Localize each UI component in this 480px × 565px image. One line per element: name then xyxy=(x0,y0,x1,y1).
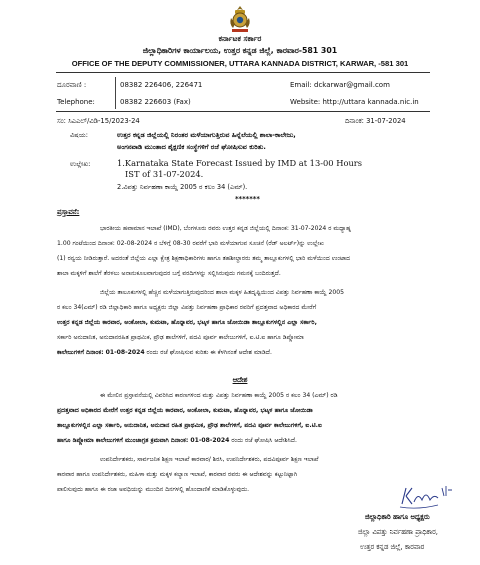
order-holiday-date-text: ಹಾಗೂ ಡಿಪ್ಲೋಮಾ ಕಾಲೇಜುಗಳಿಗೆ ಮುಂಜಾಗ್ರತ ಕ್ರಮವಾಗಿ ದಿನಾಂಕ: 01-08-2024 xyxy=(57,437,230,444)
email-address[interactable]: Email: dckarwar@gmail.com xyxy=(290,81,390,89)
subject-line-2: ಅಂಗನವಾಡಿ ಮುಂತಾದ ಶೈಕ್ಷಣಿಕ ಸಂಸ್ಥೆಗಳಿಗೆ ರಜೆ ಘೋಷಿಸುವ ಕುರಿತು. xyxy=(117,143,266,151)
reference-item-1-line-1: 1.Karnataka State Forecast Issued by IMD at 13-00 Hours xyxy=(117,158,363,168)
order-p1-line-3: ತಾಲ್ಲೂಕುಗಳಲ್ಲಿನ ಎಲ್ಲಾ ಸರ್ಕಾರಿ, ಅನುದಾನಿತ, ಅನುದಾನ ರಹಿತ ಪ್ರಾಥಮಿಕ, ಪ್ರೌಢ ಶಾಲೆಗಳಿಗೆ, ಪದವಿ ಪೂರ್ವ ಕಾಲೇಜುಗಳಿಗೆ, ಐ.ಟಿ.ಐ xyxy=(57,422,322,429)
reference-item-2: 2.ವಿಪತ್ತು ನಿರ್ವಹಣಾ ಕಾಯ್ದೆ 2005 ರ ಕಲಂ 34 (ಎಮ್). xyxy=(117,183,248,191)
website-address[interactable]: Website: http://uttara kannada.nic.in xyxy=(290,98,419,106)
subject-line-1: ಉತ್ತರ ಕನ್ನಡ ಜಿಲ್ಲೆಯಲ್ಲಿ ನಿರಂತರ ಮಳೆಯಾಗುತ್ತಿರುವ ಹಿನ್ನೆಲೆಯಲ್ಲಿ ಶಾಲಾ-ಕಾಲೇಜು, xyxy=(117,131,296,139)
preamble-p2-line-2: ರ ಕಲಂ 34(ಎಮ್) ರಡಿ ಜಿಲ್ಲಾಧಿಕಾರಿ ಹಾಗೂ ಅಧ್ಯಕ್ಷರು ಜಿಲ್ಲಾ ವಿಪತ್ತು ನಿರ್ವಹಣಾ ಪ್ರಾಧಿಕಾರ ರವರಿಗೆ ಪ್ರದತ್ತವಾದ ಅಧಿಕಾರದ ಮೇರೆಗೆ xyxy=(57,304,317,311)
separator-stars: ******* xyxy=(235,195,260,203)
office-name-english: OFFICE OF THE DEPUTY COMMISSIONER, UTTARA KANNADA DISTRICT, KARWAR, -581 301 xyxy=(71,59,409,68)
preamble-p1-line-1: ಭಾರತೀಯ ಹವಾಮಾನ ಇಲಾಖೆ (IMD), ಬೆಂಗಳೂರು ರವರು ಉತ್ತರ ಕನ್ನಡ ಜಿಲ್ಲೆಯಲ್ಲಿ ದಿನಾಂಕ: 31-07-2024 ರ ಮಧ್ಯಾಹ್ನ xyxy=(100,225,352,232)
header-divider-top xyxy=(56,72,430,73)
reference-number: ಸಂ: ಸಿಎಎಲ್/ವಿಡಿ-15/2023-24 xyxy=(57,117,140,125)
reference-item-1-line-2: IST of 31-07-2024. xyxy=(125,169,204,179)
phone-label-kannada: ದೂರವಾಣಿ : xyxy=(57,81,87,89)
phone-bracket xyxy=(115,77,116,109)
order-p2-line-1: ಉಪನಿರ್ದೇಶಕರು, ಸಾರ್ವಜನಿಕ ಶಿಕ್ಷಣ ಇಲಾಖೆ ಕಾರವಾರ/ ಶಿರಸಿ, ಉಪನಿರ್ದೇಶಕರು, ಪದವಿಪೂರ್ವ ಶಿಕ್ಷಣ ಇಲಾಖೆ xyxy=(100,456,319,463)
karnataka-emblem-icon xyxy=(226,4,254,34)
order-p2-line-2: ಕಾರವಾರ ಹಾಗೂ ಉಪನಿರ್ದೇಶಕರು, ಮಹಿಳಾ ಮತ್ತು ಮಕ್ಕಳ ಕಲ್ಯಾಣ ಇಲಾಖೆ, ಕಾರವಾರ ರವರು ಈ ಆದೇಶವನ್ನು ಕಟ್ಟುನಿಟ್ಟಾಗಿ xyxy=(57,471,298,478)
signatory-title: ಜಿಲ್ಲಾಧಿಕಾರಿ ಹಾಗೂ ಅಧ್ಯಕ್ಷರು xyxy=(365,513,430,521)
phone-numbers: 08382 226406, 226471 xyxy=(120,81,203,89)
preamble-p1-line-3: (1) ರನ್ವಯ ನೀಡಿರುತ್ತಾರೆ. ಅದರಂತೆ ಜಿಲ್ಲೆಯ ಎಲ್ಲಾ ಕ್ಷೇತ್ರ ಶಿಕ್ಷಣಾಧಿಕಾರಿಗಳು ಹಾಗೂ ತಹಶೀಲ್ದಾರರು ತಮ್ಮ ತಾಲ್ಲೂಕುಗಳಲ್ಲಿ ಭಾರಿ ಮಳೆಯಿಂದ ಉಂಟಾದ xyxy=(57,255,351,262)
signatory-authority: ಜಿಲ್ಲಾ ವಿಪತ್ತು ನಿರ್ವಹಣಾ ಪ್ರಾಧಿಕಾರ, xyxy=(358,528,438,536)
phone-label-english: Telephone: xyxy=(57,98,95,106)
order-p1-line-4-rest: ರಂದು ರಜೆ ಘೋಷಿಸಿ ಆದೇಶಿಸಿದೆ. xyxy=(229,437,297,444)
preamble-p2-line-3: ಉತ್ತರ ಕನ್ನಡ ಜಿಲ್ಲೆಯ ಕಾರವಾರ, ಅಂಕೋಲಾ, ಕುಮಟಾ, ಹೊನ್ನಾವರ, ಭಟ್ಕಳ ಹಾಗೂ ಜೋಯಿಡಾ ತಾಲ್ಲೂಕುಗಳಲ್ಲಿನ ಎಲ್ಲಾ ಸರ್ಕಾರಿ, xyxy=(57,319,317,326)
references-label: ಉಲ್ಲೇಖ: xyxy=(70,160,91,168)
order-p1-line-4 xyxy=(57,437,297,445)
office-name-kannada: ಜಿಲ್ಲಾಧಿಕಾರಿಗಳ ಕಾರ್ಯಾಲಯ, ಉತ್ತರ ಕನ್ನಡ ಜಿಲ್ಲೆ, ಕಾರವಾರ-581 301 xyxy=(142,46,338,55)
header-divider-bottom xyxy=(56,111,430,112)
government-name: ಕರ್ನಾಟಕ ಸರ್ಕಾರ xyxy=(218,34,262,43)
order-p2-line-3: ಪಾಲಿಸುವುದು ಹಾಗೂ ಈ ರಜಾ ಅವಧಿಯನ್ನು ಮುಂದಿನ ದಿನಗಳಲ್ಲಿ ಹೊಂದಾಣಿಕೆ ಮಾಡಿಕೊಳ್ಳುವುದು. xyxy=(57,486,250,493)
order-p1-line-1: ಈ ಮೇಲಿನ ಪ್ರಸ್ತಾವನೆಯಲ್ಲಿ ವಿವರಿಸಿದ ಕಾರಣಗಳಿಂದ ಮತ್ತು ವಿಪತ್ತು ನಿರ್ವಹಣಾ ಕಾಯ್ದೆ 2005 ರ ಕಲಂ 34 (ಎಮ್) ರಡಿ xyxy=(100,392,338,399)
preamble-heading: ಪ್ರಸ್ತಾವನೆ: xyxy=(57,208,80,216)
preamble-p2-line-4: ಸರ್ಕಾರಿ ಅನುದಾನಿತ, ಅನುದಾನರಹಿತ ಪ್ರಾಥಮಿಕ, ಪ್ರೌಢ ಶಾಲೆಗಳಿಗೆ, ಪದವಿ ಪೂರ್ವ ಕಾಲೇಜುಗಳಿಗೆ, ಐ.ಟಿ.ಐ ಹಾಗೂ ಡಿಪ್ಲೋಮಾ xyxy=(57,334,304,341)
fax-number: 08382 226603 (Fax) xyxy=(120,98,191,106)
holiday-date-text: ಕಾಲೇಜುಗಳಿಗೆ ದಿನಾಂಕ: 01-08-2024 xyxy=(57,349,145,356)
preamble-p2-line-1: ಜಿಲ್ಲೆಯ ತಾಲೂಕುಗಳಲ್ಲಿ ಹೆಚ್ಚಿನ ಮಳೆಯಾಗುತ್ತಿರುವುದರಿಂದ ಶಾಲಾ ಮಕ್ಕಳ ಹಿತದೃಷ್ಟಿಯಿಂದ ವಿಪತ್ತು ನಿರ್ವಹಣಾ ಕಾಯ್ದೆ 2005 xyxy=(100,289,345,296)
order-heading: ಆದೇಶ xyxy=(232,376,248,384)
preamble-p1-line-2: 1.00 ಗಂಟೆಯಿಂದ ದಿನಾಂಕ: 02-08-2024 ರ ಬೆಳಿಗ್ಗೆ 08-30 ರವರೆಗೆ ಭಾರಿ ಮಳೆಯಾಗುವ ಸೂಚನೆ (ರೆಡ್ ಅಲರ್ಟ್)ನ್ನು ಉಲ್ಲೇಖ xyxy=(57,240,324,247)
preamble-p2-line-5 xyxy=(57,349,272,357)
signatory-district: ಉತ್ತರ ಕನ್ನಡ ಜಿಲ್ಲೆ, ಕಾರವಾರ xyxy=(360,543,425,551)
preamble-p2-line-5-rest: ರಂದು ರಜೆ ಘೋಷಿಸುವ ಕುರಿತು ಈ ಕೆಳಗಿನಂತೆ ಆದೇಶ ಮಾಡಿದೆ. xyxy=(144,349,272,356)
handwritten-signature-icon xyxy=(398,484,456,510)
preamble-p1-line-4: ಶಾಲಾ ಮಕ್ಕಳಿಗೆ ಶಾಲೆಗೆ ತೆರಳಲು ಅನಾನುಕೂಲವಾಗುವುದರ ಬಗ್ಗೆ ವರದಿಗಳನ್ನು ಸಲ್ಲಿಸಿರುವುದು ಗಮನಕ್ಕೆ ಬಂದಿರುತ್ತದೆ. xyxy=(57,270,281,277)
document-date: ದಿನಾಂಕ: 31-07-2024 xyxy=(345,117,406,125)
subject-label: ವಿಷಯ: xyxy=(70,131,89,139)
order-p1-line-2: ಪ್ರದತ್ತವಾದ ಅಧಿಕಾರದ ಮೇರೆಗೆ ಉತ್ತರ ಕನ್ನಡ ಜಿಲ್ಲೆಯ ಕಾರವಾರ, ಅಂಕೋಲಾ, ಕುಮಟಾ, ಹೊನ್ನಾವರ, ಭಟ್ಕಳ ಹಾಗೂ ಜೋಯಿಡಾ xyxy=(57,407,313,414)
